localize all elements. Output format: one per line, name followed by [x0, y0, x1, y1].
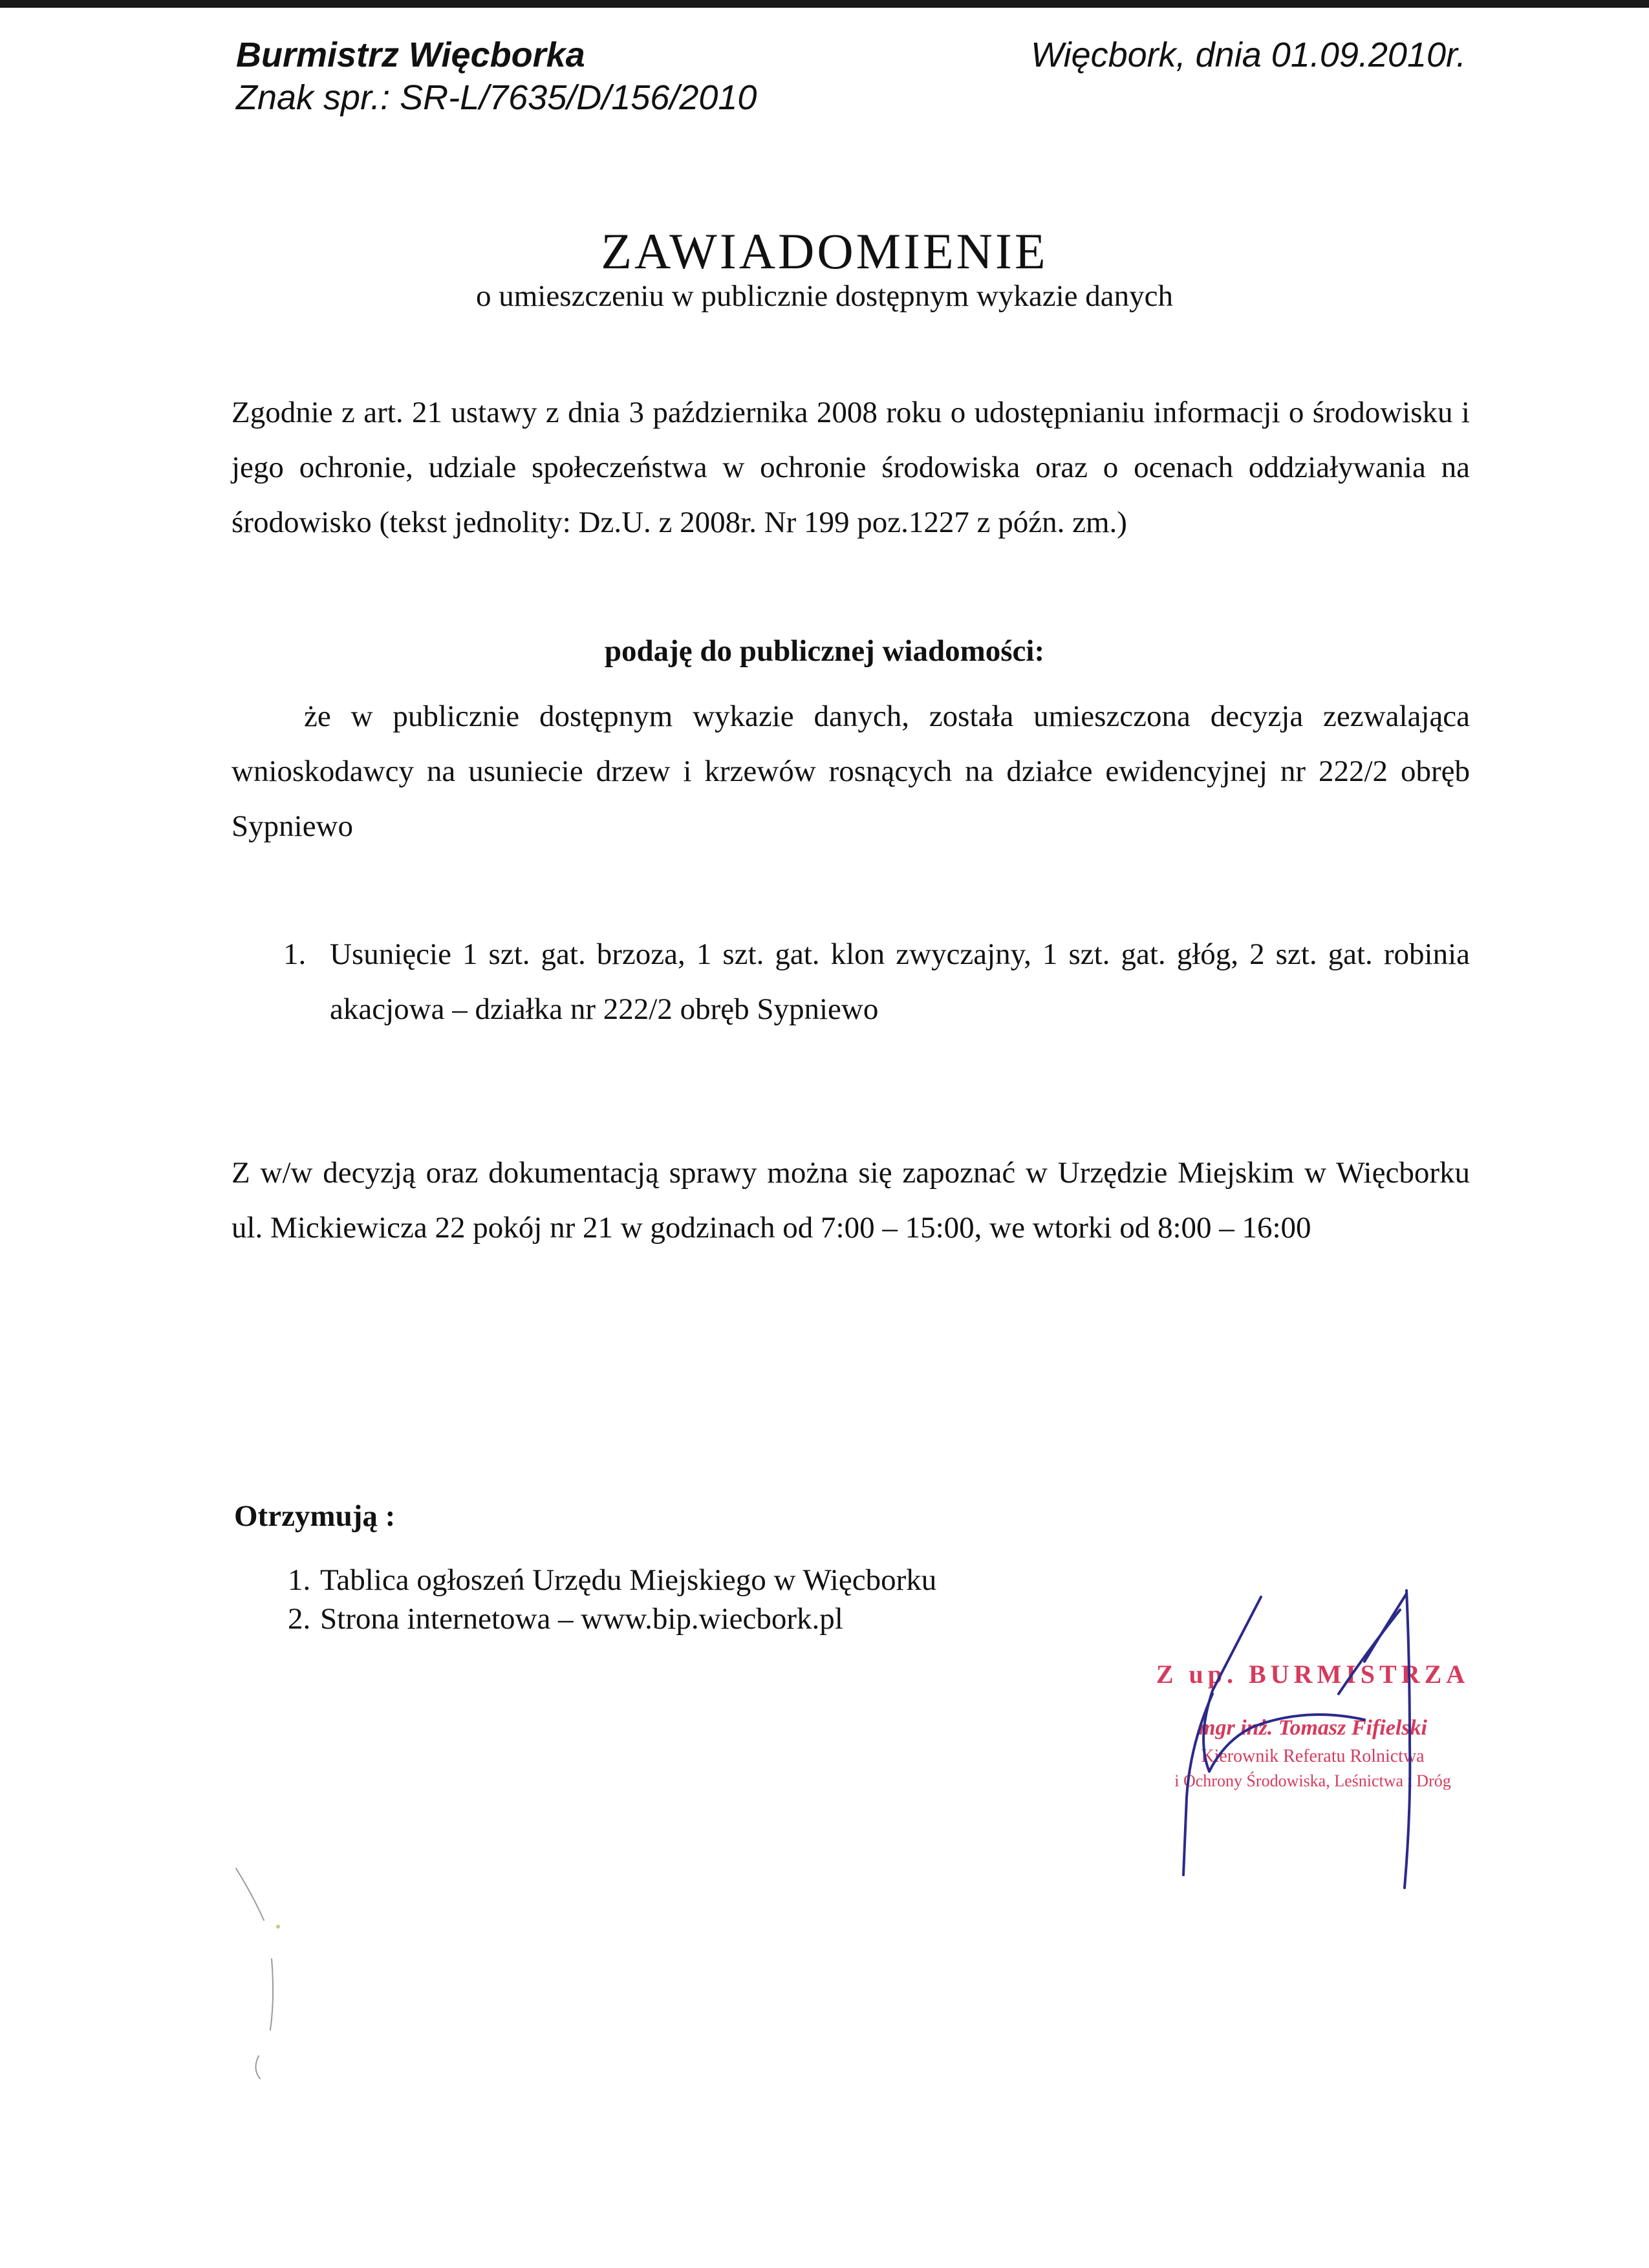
stamp-line-department: i Ochrony Środowiska, Leśnictwa i Dróg	[1174, 1771, 1451, 1790]
place-and-date: Więcbork, dnia 01.09.2010r.	[1031, 36, 1466, 74]
document-subtitle: o umieszczeniu w publicznie dostępnym wykazie danych	[475, 279, 1174, 313]
issuer-name: Burmistrz Więcborka	[236, 36, 585, 74]
list-item-text: Usunięcie 1 szt. gat. brzoza, 1 szt. gat. klon zwyczajny, 1 szt. gat. głóg, 2 szt. gat. robinia akacjowa – działka nr 222/2 obręb Sypniewo	[330, 937, 1470, 1026]
decision-items-list	[283, 927, 1470, 1037]
list-item-number: 1.	[288, 1563, 311, 1597]
stamp-line-authority: Z up. BURMISTRZA	[1156, 1660, 1470, 1689]
announcement-heading: podaję do publicznej wiadomości:	[604, 634, 1045, 668]
decision-paragraph: że w publicznie dostępnym wykazie danych, została umieszczona decyzja zezwalająca wnioskodawcy na usuniecie drzew i krzewów rosnących na działce ewidencyjnej nr 222/2 obręb Sypniewo	[232, 700, 1470, 843]
list-item-number: 1.	[283, 937, 307, 971]
stamp-line-name: mgr inż. Tomasz Fifielski	[1198, 1716, 1427, 1740]
document-header	[236, 34, 757, 119]
list-item-text: Strona internetowa – www.bip.wiecbork.pl	[320, 1602, 843, 1636]
legal-basis-paragraph: Zgodnie z art. 21 ustawy z dnia 3 października 2008 roku o udostępnianiu informacji o środowisku i jego ochronie, udziale społeczeństwa w ochronie środowiska oraz o ocenach oddziaływania na środowisko (tekst jednolity: Dz.U. z 2008r. Nr 199 poz.1227 z późn. zm.)	[232, 396, 1470, 539]
document-title: ZAWIADOMIENIE	[601, 223, 1048, 279]
stamp-line-position: Kierownik Referatu Rolnictwa	[1201, 1746, 1425, 1766]
recipients-list	[288, 1561, 936, 1638]
list-item	[283, 927, 1470, 1037]
list-item-number: 2.	[288, 1602, 311, 1636]
case-reference: Znak spr.: SR-L/7635/D/156/2010	[236, 78, 757, 117]
recipients-heading: Otrzymują :	[234, 1499, 396, 1533]
list-item	[288, 1561, 936, 1599]
list-item	[288, 1599, 936, 1638]
scan-margin-marks	[233, 1862, 297, 2082]
list-item-text: Tablica ogłoszeń Urzędu Miejskiego w Więcborku	[320, 1563, 937, 1597]
inspection-paragraph: Z w/w decyzją oraz dokumentacją sprawy można się zapoznać w Urzędzie Miejskim w Więcborku ul. Mickiewicza 22 pokój nr 21 w godzinach od 7:00 – 15:00, we wtorki od 8:00 – 16:00	[232, 1156, 1470, 1245]
handwritten-signature	[1151, 1584, 1487, 1907]
scan-top-edge	[0, 0, 1649, 8]
